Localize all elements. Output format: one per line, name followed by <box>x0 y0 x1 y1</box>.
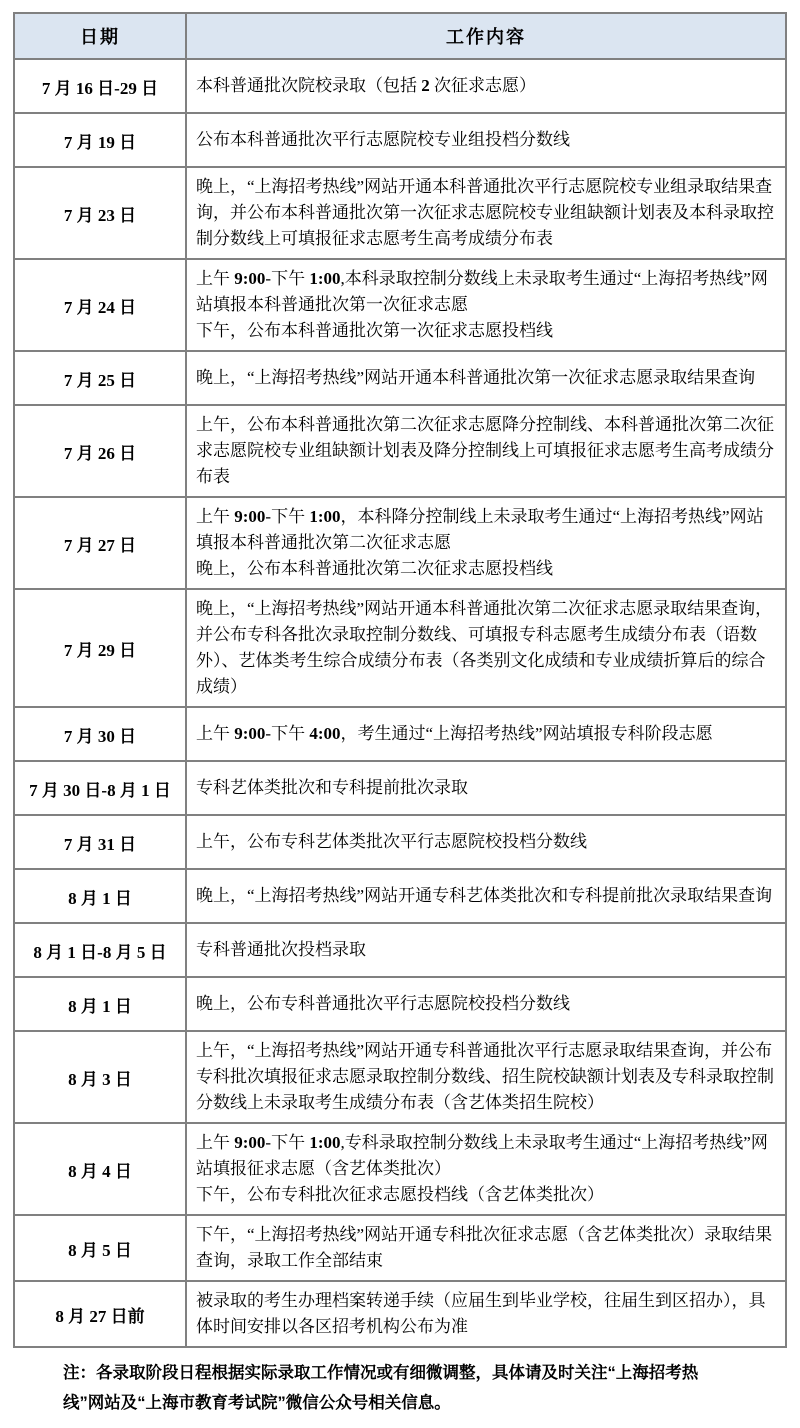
table-row <box>14 351 786 405</box>
table-row <box>14 761 786 815</box>
content-line: 下午，公布本科普通批次第一次征求志愿投档线 <box>196 321 553 340</box>
date-cell: 7 月 29 日 <box>14 589 186 707</box>
content-cell <box>186 1215 786 1281</box>
content-cell <box>186 405 786 497</box>
table-row <box>14 977 786 1031</box>
date-cell: 7 月 19 日 <box>14 113 186 167</box>
date-cell: 8 月 5 日 <box>14 1215 186 1281</box>
content-cell <box>186 1281 786 1347</box>
content-cell <box>186 1031 786 1123</box>
table-row <box>14 259 786 351</box>
content-cell <box>186 923 786 977</box>
table-row <box>14 1031 786 1123</box>
content-line: 晚上，“上海招考热线”网站开通专科艺体类批次和专科提前批次录取结果查询 <box>196 886 773 905</box>
content-line: 上午 9:00-下午 1:00,本科录取控制分数线上未录取考生通过“上海招考热线”网站填报本科普通批次第一次征求志愿 <box>196 269 768 314</box>
content-line: 本科普通批次院校录取（包括 2 次征求志愿） <box>196 76 536 95</box>
schedule-body <box>14 59 786 1347</box>
table-row <box>14 707 786 761</box>
content-cell <box>186 869 786 923</box>
date-cell: 8 月 1 日 <box>14 869 186 923</box>
content-line: 上午，公布专科艺体类批次平行志愿院校投档分数线 <box>196 832 587 851</box>
content-cell <box>186 977 786 1031</box>
header-date: 日期 <box>14 13 186 59</box>
content-line: 晚上，公布本科普通批次第二次征求志愿投档线 <box>196 559 553 578</box>
content-cell <box>186 707 786 761</box>
date-cell: 7 月 25 日 <box>14 351 186 405</box>
date-cell: 8 月 3 日 <box>14 1031 186 1123</box>
date-cell: 7 月 30 日 <box>14 707 186 761</box>
table-row <box>14 113 786 167</box>
content-line: 晚上，“上海招考热线”网站开通本科普通批次第二次征求志愿录取结果查询，并公布专科各批次录取控制分数线、可填报专科志愿考生成绩分布表（语数外）、艺体类考生综合成绩分布表（各类别文化成绩和专业成绩折算后的综合成绩） <box>196 599 773 696</box>
content-line: 专科艺体类批次和专科提前批次录取 <box>196 778 468 797</box>
content-cell <box>186 815 786 869</box>
table-row <box>14 1281 786 1347</box>
content-line: 公布本科普通批次平行志愿院校专业组投档分数线 <box>196 130 570 149</box>
content-cell <box>186 761 786 815</box>
table-row <box>14 1123 786 1215</box>
content-cell <box>186 497 786 589</box>
date-cell: 7 月 24 日 <box>14 259 186 351</box>
date-cell: 7 月 23 日 <box>14 167 186 259</box>
content-line: 晚上，公布专科普通批次平行志愿院校投档分数线 <box>196 994 570 1013</box>
table-row <box>14 815 786 869</box>
table-row <box>14 405 786 497</box>
content-cell <box>186 59 786 113</box>
content-line: 被录取的考生办理档案转递手续（应届生到毕业学校，往届生到区招办），具体时间安排以各区招考机构公布为准 <box>196 1291 766 1336</box>
table-row <box>14 497 786 589</box>
date-cell: 8 月 1 日-8 月 5 日 <box>14 923 186 977</box>
date-cell: 7 月 30 日-8 月 1 日 <box>14 761 186 815</box>
header-row <box>14 13 786 59</box>
table-row <box>14 1215 786 1281</box>
content-line: 上午，“上海招考热线”网站开通专科普通批次平行志愿录取结果查询，并公布专科批次填报征求志愿录取控制分数线、招生院校缺额计划表及专科录取控制分数线上未录取考生成绩分布表（含艺体类招生院校） <box>196 1041 774 1112</box>
date-cell: 8 月 4 日 <box>14 1123 186 1215</box>
content-line: 晚上，“上海招考热线”网站开通本科普通批次第一次征求志愿录取结果查询 <box>196 368 756 387</box>
table-row <box>14 59 786 113</box>
date-cell: 7 月 16 日-29 日 <box>14 59 186 113</box>
date-cell: 7 月 26 日 <box>14 405 186 497</box>
table-row <box>14 923 786 977</box>
schedule-table <box>13 12 787 1348</box>
date-cell: 8 月 27 日前 <box>14 1281 186 1347</box>
content-line: 专科普通批次投档录取 <box>196 940 366 959</box>
content-cell <box>186 167 786 259</box>
content-line: 上午，公布本科普通批次第二次征求志愿降分控制线、本科普通批次第二次征求志愿院校专业组缺额计划表及降分控制线上可填报征求志愿考生高考成绩分布表 <box>196 415 774 486</box>
content-line: 下午，公布专科批次征求志愿投档线（含艺体类批次） <box>196 1185 604 1204</box>
content-line: 上午 9:00-下午 1:00，本科降分控制线上未录取考生通过“上海招考热线”网站填报本科普通批次第二次征求志愿 <box>196 507 764 552</box>
date-cell: 7 月 27 日 <box>14 497 186 589</box>
content-cell <box>186 259 786 351</box>
content-cell <box>186 351 786 405</box>
content-cell <box>186 1123 786 1215</box>
content-line: 晚上，“上海招考热线”网站开通本科普通批次平行志愿院校专业组录取结果查询，并公布本科普通批次第一次征求志愿院校专业组缺额计划表及本科录取控制分数线上可填报征求志愿考生高考成绩分布表 <box>196 177 774 248</box>
table-header <box>14 13 786 59</box>
date-cell: 7 月 31 日 <box>14 815 186 869</box>
content-line: 下午，“上海招考热线”网站开通专科批次征求志愿（含艺体类批次）录取结果查询，录取工作全部结束 <box>196 1225 773 1270</box>
content-line: 上午 9:00-下午 1:00,专科录取控制分数线上未录取考生通过“上海招考热线”网站填报征求志愿（含艺体类批次） <box>196 1133 768 1178</box>
header-content: 工作内容 <box>186 13 786 59</box>
content-cell <box>186 589 786 707</box>
footnote: 注：各录取阶段日程根据实际录取工作情况或有细微调整，具体请及时关注“上海招考热线”网站及“上海市教育考试院”微信公众号相关信息。 <box>63 1364 699 1412</box>
content-cell <box>186 113 786 167</box>
date-cell: 8 月 1 日 <box>14 977 186 1031</box>
table-row <box>14 167 786 259</box>
content-line: 上午 9:00-下午 4:00，考生通过“上海招考热线”网站填报专科阶段志愿 <box>196 724 713 743</box>
table-row <box>14 589 786 707</box>
table-row <box>14 869 786 923</box>
